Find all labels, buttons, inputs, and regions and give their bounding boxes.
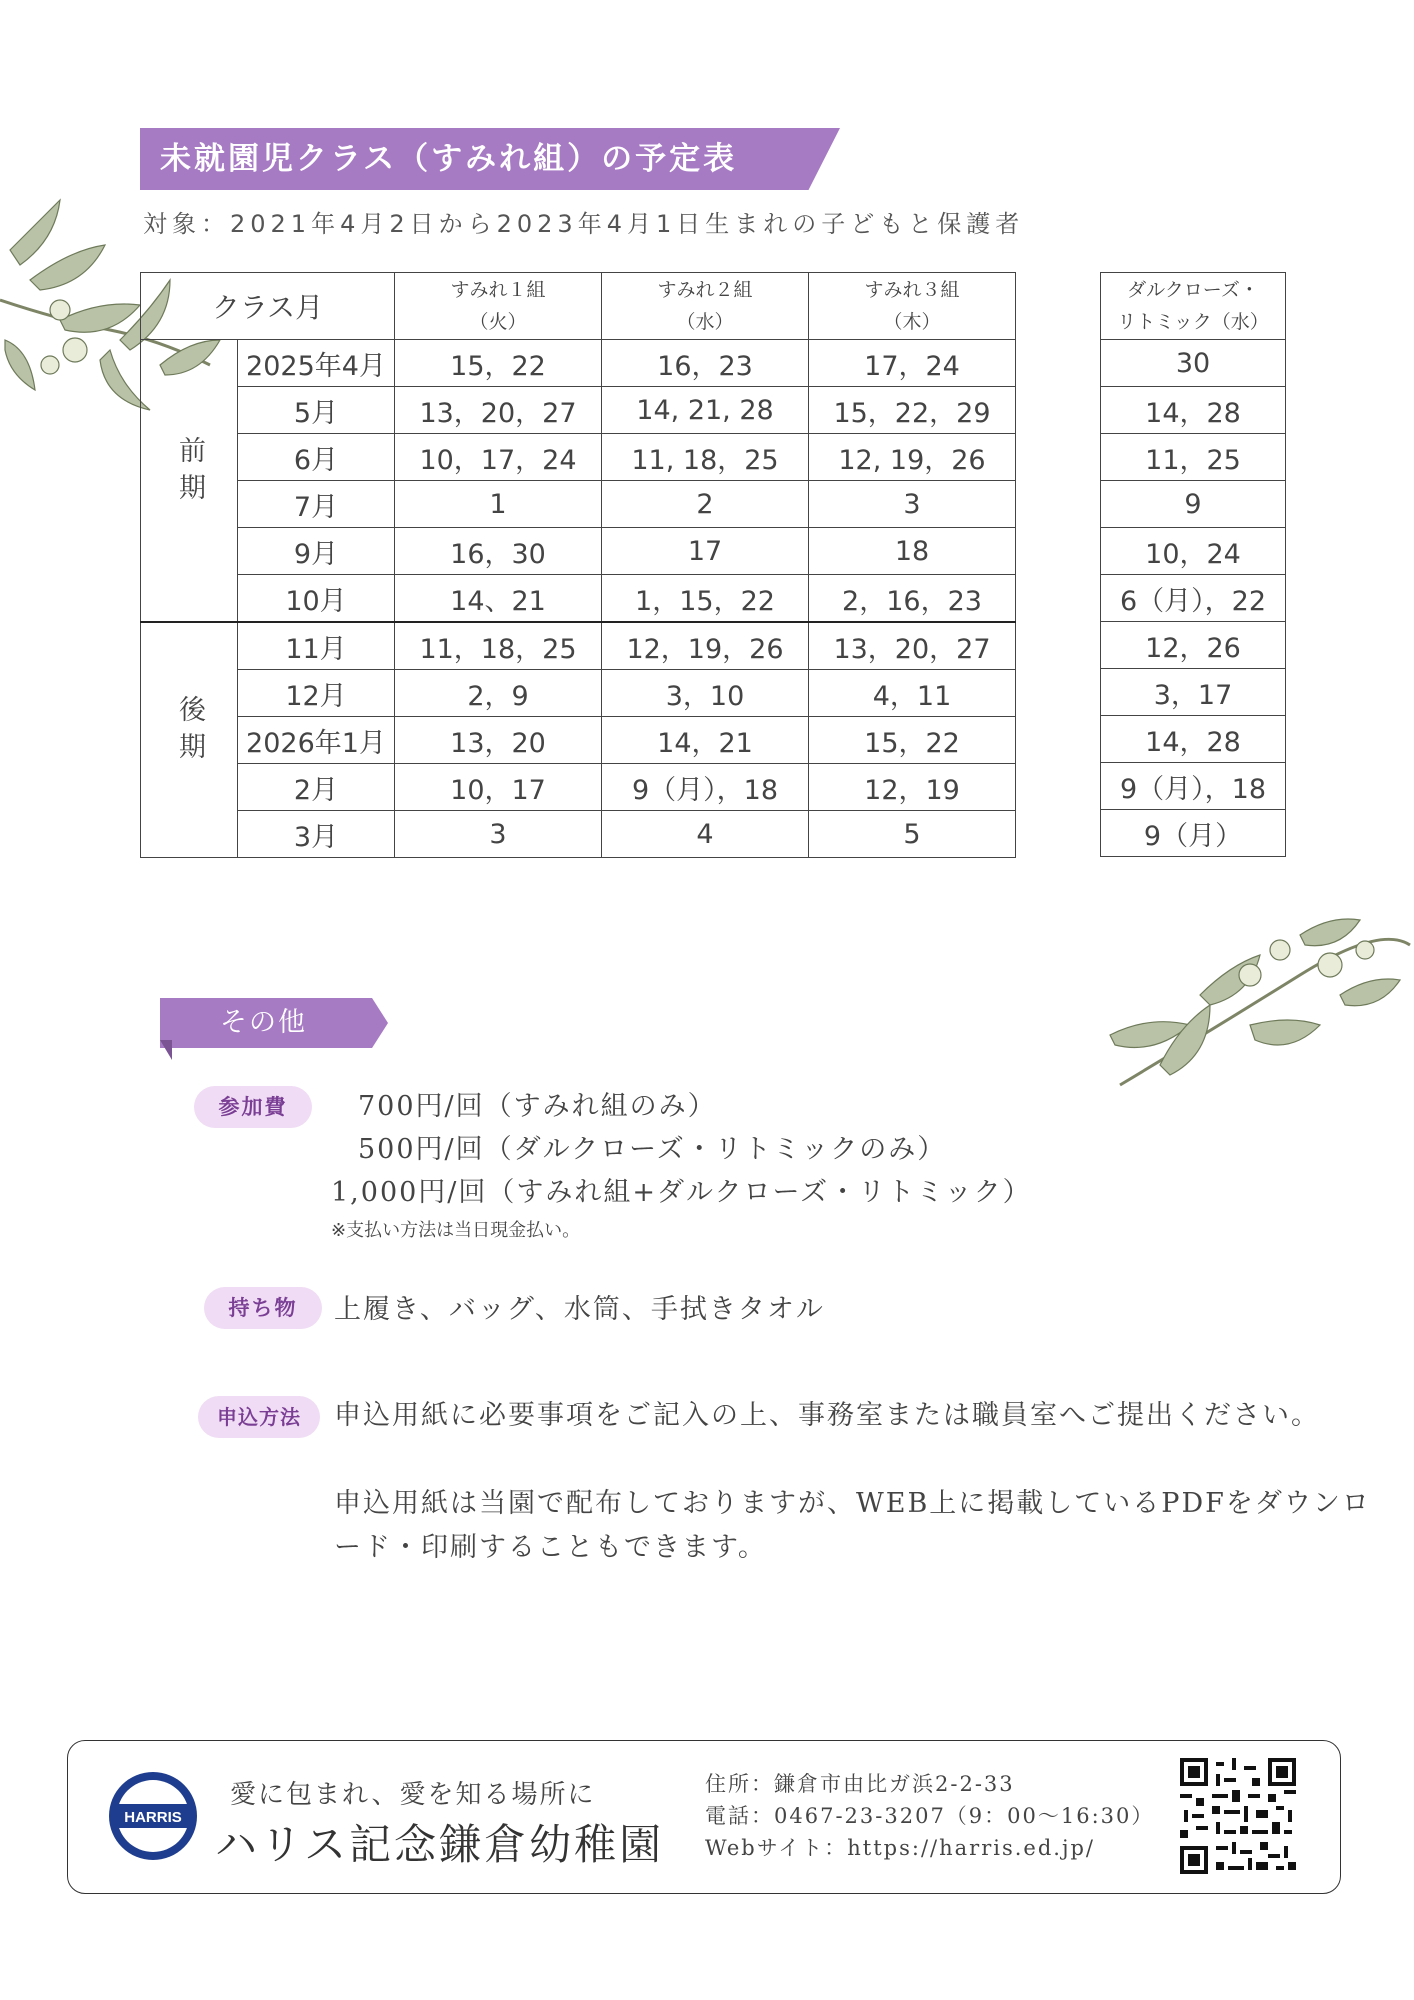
date-cell: 9（月），18 bbox=[1101, 763, 1286, 810]
table-header-row bbox=[141, 273, 1016, 340]
table-row bbox=[141, 528, 1016, 575]
other-section-banner-fold bbox=[160, 1040, 172, 1060]
date-cell: 9（月） bbox=[1101, 810, 1286, 857]
svg-text:HARRIS: HARRIS bbox=[124, 1809, 182, 1826]
date-cell: 9（月），18 bbox=[602, 764, 809, 811]
date-cell: 9 bbox=[1101, 481, 1286, 528]
month-cell: 2025年4月 bbox=[238, 340, 395, 387]
date-cell: 3，10 bbox=[602, 670, 809, 717]
month-cell: 6月 bbox=[238, 434, 395, 481]
date-cell: 12，19 bbox=[809, 764, 1016, 811]
dalcroze-table bbox=[1100, 272, 1286, 857]
date-cell: 10，17 bbox=[395, 764, 602, 811]
date-cell: 14，21 bbox=[602, 717, 809, 764]
footer-tagline: 愛に包まれ、愛を知る場所に bbox=[230, 1780, 596, 1810]
date-cell: 10，17，24 bbox=[395, 434, 602, 481]
month-cell: 11月 bbox=[238, 622, 395, 670]
month-cell: 7月 bbox=[238, 481, 395, 528]
date-cell: 2，16，23 bbox=[809, 575, 1016, 623]
table-row bbox=[1101, 340, 1286, 387]
month-cell: 12月 bbox=[238, 670, 395, 717]
page-title: 未就園児クラス（すみれ組）の予定表 bbox=[160, 141, 738, 177]
table-row bbox=[141, 622, 1016, 670]
column-header-dalcroze: ダルクローズ・ リトミック（水） bbox=[1101, 273, 1286, 340]
date-cell: 3 bbox=[395, 811, 602, 858]
table-header-row bbox=[1101, 273, 1286, 340]
date-cell: 11, 18，25 bbox=[602, 434, 809, 481]
table-row bbox=[1101, 575, 1286, 622]
schedule-table bbox=[140, 272, 1016, 858]
corner-label: クラス月 bbox=[141, 273, 395, 340]
target-audience: 対象：2021年4月2日から2023年4月1日生まれの子どもと保護者 bbox=[143, 210, 1025, 238]
date-cell: 15，22 bbox=[395, 340, 602, 387]
date-cell: 18 bbox=[809, 528, 1016, 575]
date-cell: 16，23 bbox=[602, 340, 809, 387]
fee-line-3: 1,000円/回（すみれ組+ダルクローズ・リトミック） bbox=[331, 1177, 1032, 1208]
table-row bbox=[1101, 716, 1286, 763]
qr-code[interactable] bbox=[1180, 1758, 1296, 1874]
table-row bbox=[141, 481, 1016, 528]
date-cell: 13，20，27 bbox=[395, 387, 602, 434]
date-cell: 6（月），22 bbox=[1101, 575, 1286, 622]
table-row bbox=[141, 387, 1016, 434]
apply-label: 申込方法 bbox=[198, 1396, 320, 1438]
table-row bbox=[1101, 669, 1286, 716]
date-cell: 12, 19，26 bbox=[809, 434, 1016, 481]
date-cell: 14，28 bbox=[1101, 716, 1286, 763]
date-cell: 30 bbox=[1101, 340, 1286, 387]
table-row bbox=[1101, 810, 1286, 857]
fee-line-1: 700円/回（すみれ組のみ） bbox=[358, 1091, 717, 1122]
date-cell: 13，20 bbox=[395, 717, 602, 764]
date-cell: 4，11 bbox=[809, 670, 1016, 717]
date-cell: 17 bbox=[602, 528, 809, 575]
date-cell: 11，25 bbox=[1101, 434, 1286, 481]
date-cell: 14, 21, 28 bbox=[602, 387, 809, 434]
date-cell: 12，19，26 bbox=[602, 622, 809, 670]
date-cell: 4 bbox=[602, 811, 809, 858]
table-row bbox=[141, 717, 1016, 764]
date-cell: 10，24 bbox=[1101, 528, 1286, 575]
leaf-branch-decoration-right bbox=[1100, 915, 1414, 1105]
date-cell: 3 bbox=[809, 481, 1016, 528]
date-cell: 3，17 bbox=[1101, 669, 1286, 716]
items-label: 持ち物 bbox=[204, 1287, 322, 1329]
term-second: 後期 bbox=[141, 622, 238, 858]
month-cell: 10月 bbox=[238, 575, 395, 623]
other-section-heading: その他 bbox=[220, 1007, 307, 1038]
date-cell: 2，9 bbox=[395, 670, 602, 717]
table-row bbox=[1101, 387, 1286, 434]
month-cell: 9月 bbox=[238, 528, 395, 575]
column-header-sumire-3: すみれ３組 （木） bbox=[809, 273, 1016, 340]
month-cell: 5月 bbox=[238, 387, 395, 434]
phone: 電話：0467-23-3207（9：00～16:30） bbox=[705, 1804, 1155, 1828]
table-row bbox=[1101, 481, 1286, 528]
apply-text-1: 申込用紙に必要事項をご記入の上、事務室または職員室へご提出ください。 bbox=[334, 1400, 1320, 1431]
table-row bbox=[1101, 434, 1286, 481]
apply-text-2: 申込用紙は当園で配布しておりますが、WEB上に掲載しているPDFをダウンロード・印刷することもできます。 bbox=[334, 1488, 1371, 1563]
website-link[interactable]: Webサイト：https://harris.ed.jp/ bbox=[705, 1836, 1095, 1860]
date-cell: 14，28 bbox=[1101, 387, 1286, 434]
month-cell: 2月 bbox=[238, 764, 395, 811]
payment-note: ※支払い方法は当日現金払い。 bbox=[331, 1220, 581, 1241]
table-row bbox=[141, 575, 1016, 623]
table-row bbox=[1101, 763, 1286, 810]
date-cell: 12，26 bbox=[1101, 622, 1286, 669]
harris-logo bbox=[107, 1770, 199, 1862]
table-row bbox=[141, 764, 1016, 811]
date-cell: 11，18，25 bbox=[395, 622, 602, 670]
date-cell: 17，24 bbox=[809, 340, 1016, 387]
address: 住所：鎌倉市由比ガ浜2-2-33 bbox=[705, 1772, 1015, 1796]
table-row bbox=[141, 811, 1016, 858]
date-cell: 1，15，22 bbox=[602, 575, 809, 623]
table-row bbox=[1101, 528, 1286, 575]
fee-label: 参加費 bbox=[194, 1086, 312, 1128]
date-cell: 2 bbox=[602, 481, 809, 528]
term-first: 前期 bbox=[141, 340, 238, 623]
date-cell: 5 bbox=[809, 811, 1016, 858]
month-cell: 3月 bbox=[238, 811, 395, 858]
fee-line-2: 500円/回（ダルクローズ・リトミックのみ） bbox=[358, 1134, 947, 1165]
date-cell: 1 bbox=[395, 481, 602, 528]
column-header-sumire-1: すみれ１組 （火） bbox=[395, 273, 602, 340]
column-header-sumire-2: すみれ２組 （水） bbox=[602, 273, 809, 340]
table-row bbox=[141, 434, 1016, 481]
school-name: ハリス記念鎌倉幼稚園 bbox=[215, 1820, 665, 1869]
date-cell: 16，30 bbox=[395, 528, 602, 575]
date-cell: 14、21 bbox=[395, 575, 602, 623]
date-cell: 15，22，29 bbox=[809, 387, 1016, 434]
table-row bbox=[141, 340, 1016, 387]
items-text: 上履き、バッグ、水筒、手拭きタオル bbox=[334, 1294, 825, 1325]
table-row bbox=[1101, 622, 1286, 669]
date-cell: 13，20，27 bbox=[809, 622, 1016, 670]
month-cell: 2026年1月 bbox=[238, 717, 395, 764]
table-row bbox=[141, 670, 1016, 717]
date-cell: 15，22 bbox=[809, 717, 1016, 764]
